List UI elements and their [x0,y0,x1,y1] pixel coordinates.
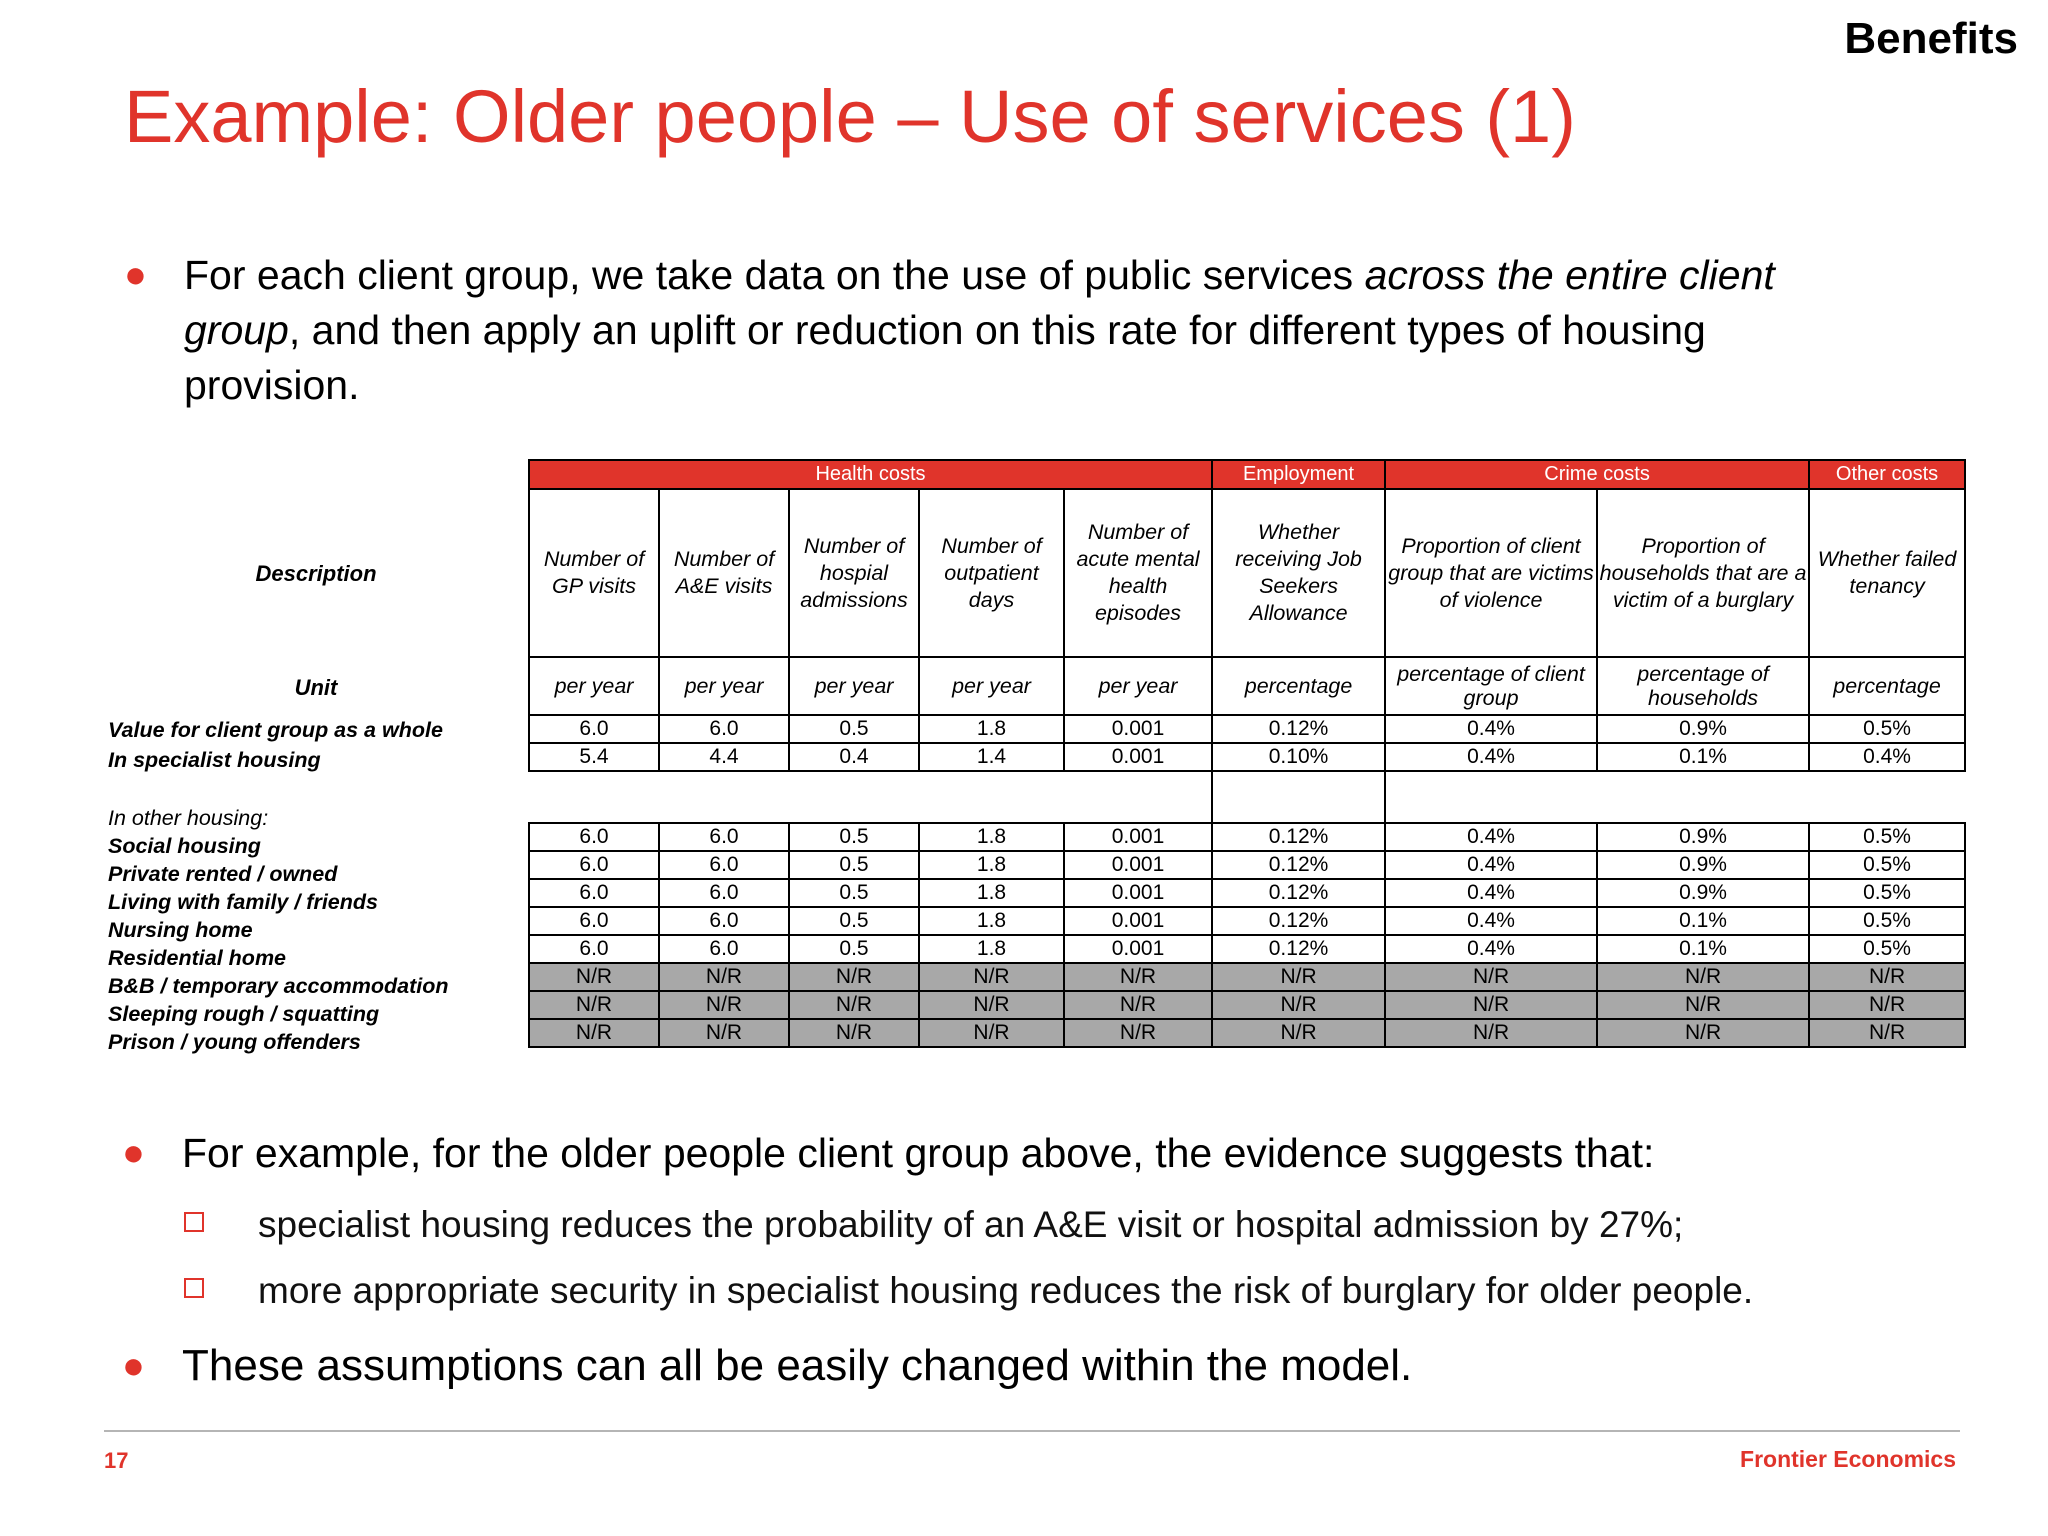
slide-title: Example: Older people – Use of services (1) [124,75,1576,158]
unit-cell: per year [659,657,789,715]
table-cell: 4.4 [659,743,789,771]
table-cell: 0.10% [1212,743,1385,771]
row-label: Sleeping rough / squatting [108,1002,380,1026]
table-cell: 0.4% [1385,851,1597,879]
gap-cell [1385,771,1965,823]
table-cell: 0.12% [1212,823,1385,851]
row-label: Value for client group as a whole [108,718,443,742]
table-cell: 6.0 [529,907,659,935]
table-cell: 0.4% [1809,743,1965,771]
unit-cell: per year [789,657,919,715]
table-cell: 6.0 [659,851,789,879]
table-cell: N/R [1064,1019,1212,1047]
unit-cell: per year [1064,657,1212,715]
column-header-row [529,489,1965,657]
table-row [529,907,1965,935]
table-cell: 0.5% [1809,879,1965,907]
intro-bullet [124,248,1844,413]
table-cell: 0.1% [1597,743,1809,771]
example-bullet [122,1126,1655,1181]
column-header: Number of outpatient days [919,489,1064,657]
page-number: 17 [104,1448,129,1473]
table-row [529,963,1965,991]
table-cell: N/R [659,963,789,991]
table-cell: 1.8 [919,907,1064,935]
unit-cell: percentage [1212,657,1385,715]
table-cell: 0.001 [1064,935,1212,963]
table-cell: 0.12% [1212,715,1385,743]
table-cell: 0.5 [789,823,919,851]
table-cell: 0.5% [1809,935,1965,963]
footer-brand: Frontier Economics [1740,1446,1956,1472]
table-cell: 0.12% [1212,851,1385,879]
gap-cell [529,771,1212,823]
column-header: Number of acute mental health episodes [1064,489,1212,657]
table-cell: 0.12% [1212,879,1385,907]
table-cell: N/R [789,1019,919,1047]
bullet-dot-icon: ● [124,254,147,296]
table-cell: 0.12% [1212,907,1385,935]
table-cell: 0.9% [1597,851,1809,879]
table-cell: 0.12% [1212,935,1385,963]
table-cell: 0.5 [789,907,919,935]
sub-bullet-text: specialist housing reduces the probability of an A&E visit or hospital admission by 27%; [258,1204,1684,1245]
table-cell: N/R [1064,963,1212,991]
group-header-employment: Employment [1212,460,1385,489]
table-cell: N/R [1212,963,1385,991]
table-cell: 1.8 [919,715,1064,743]
table-cell: 1.8 [919,823,1064,851]
table-cell: 6.0 [659,715,789,743]
table-cell: N/R [1212,1019,1385,1047]
intro-text-part1: For each client group, we take data on the use of public services [184,252,1365,298]
table-cell: N/R [529,991,659,1019]
table-cell: 0.9% [1597,879,1809,907]
table-cell: 1.8 [919,935,1064,963]
table-cell: 1.8 [919,879,1064,907]
table-cell: 0.1% [1597,935,1809,963]
table-cell: 6.0 [659,823,789,851]
table-cell: 6.0 [659,879,789,907]
description-label: Description [255,561,377,586]
row-label: B&B / temporary accommodation [108,974,449,998]
column-header: Number of GP visits [529,489,659,657]
table-cell: N/R [919,1019,1064,1047]
gap-row [529,771,1965,823]
table-cell: 0.4% [1385,879,1597,907]
row-label: Social housing [108,834,261,858]
table-cell: 0.001 [1064,715,1212,743]
column-header: Number of A&E visits [659,489,789,657]
table-cell: N/R [1385,991,1597,1019]
table-cell: 0.001 [1064,823,1212,851]
table-row [529,935,1965,963]
table-cell: N/R [1809,963,1965,991]
unit-cell: percentage of households [1597,657,1809,715]
table-row [529,743,1965,771]
table-cell: 0.1% [1597,907,1809,935]
table-cell: N/R [1385,1019,1597,1047]
table-cell: N/R [1809,1019,1965,1047]
table-row [529,715,1965,743]
table-cell: 0.5% [1809,851,1965,879]
table-row [529,1019,1965,1047]
gap-cell [1212,771,1385,823]
column-header: Whether failed tenancy [1809,489,1965,657]
group-header-other: Other costs [1809,460,1965,489]
unit-cell: percentage [1809,657,1965,715]
table-cell: 0.5% [1809,907,1965,935]
table-cell: 0.4% [1385,823,1597,851]
table-row [529,851,1965,879]
table-row [529,991,1965,1019]
group-header-crime: Crime costs [1385,460,1809,489]
table-cell: 0.9% [1597,715,1809,743]
closing-bullet [122,1338,1413,1394]
column-header: Proportion of client group that are victims of violence [1385,489,1597,657]
services-table [528,459,1966,1048]
column-header: Whether receiving Job Seekers Allowance [1212,489,1385,657]
closing-text: These assumptions can all be easily changed within the model. [182,1341,1413,1390]
intro-text-part2: , and then apply an uplift or reduction on this rate for different types of housing provision. [184,307,1706,408]
row-label: Prison / young offenders [108,1030,361,1054]
table-cell: N/R [659,1019,789,1047]
table-cell: 0.4% [1385,743,1597,771]
row-label: In specialist housing [108,748,321,772]
table-cell: 0.4% [1385,935,1597,963]
table-cell: N/R [1212,991,1385,1019]
table-cell: N/R [1597,963,1809,991]
table-cell: 0.001 [1064,879,1212,907]
column-header: Proportion of households that are a victim of a burglary [1597,489,1809,657]
table-cell: N/R [789,963,919,991]
table-cell: N/R [1809,991,1965,1019]
table-cell: 0.4% [1385,715,1597,743]
example-text: For example, for the older people client group above, the evidence suggests that: [182,1130,1655,1176]
column-header: Number of hospial admissions [789,489,919,657]
table-cell: 0.001 [1064,743,1212,771]
group-header-health: Health costs [529,460,1212,489]
table-cell: 6.0 [529,879,659,907]
table-cell: 0.5% [1809,715,1965,743]
row-label: Private rented / owned [108,862,338,886]
table-cell: 0.9% [1597,823,1809,851]
unit-row [529,657,1965,715]
table-cell: 6.0 [529,823,659,851]
sub-bullet-2 [258,1270,1753,1312]
table-cell: 1.4 [919,743,1064,771]
table-cell: N/R [529,963,659,991]
table-cell: 0.5 [789,851,919,879]
table-row [529,879,1965,907]
table-cell: N/R [529,1019,659,1047]
table-cell: N/R [1385,963,1597,991]
table-cell: 0.001 [1064,851,1212,879]
table-cell: 0.4% [1385,907,1597,935]
other-housing-label: In other housing: [108,806,269,830]
sub-bullet-1 [258,1204,1683,1246]
table-cell: 0.5% [1809,823,1965,851]
unit-label: Unit [294,675,338,700]
bullet-dot-icon: ● [122,1345,145,1387]
table-cell: 6.0 [529,715,659,743]
table-cell: N/R [1597,991,1809,1019]
table-cell: N/R [919,991,1064,1019]
table-cell: 6.0 [659,935,789,963]
table-cell: 1.8 [919,851,1064,879]
table-cell: N/R [919,963,1064,991]
footer-divider [104,1430,1960,1432]
table-row [529,823,1965,851]
table-cell: 5.4 [529,743,659,771]
section-label: Benefits [1844,14,2018,63]
bullet-dot-icon: ● [122,1132,145,1174]
table-cell: 0.4 [789,743,919,771]
square-bullet-icon [184,1212,204,1232]
row-label: Nursing home [108,918,253,942]
row-label: Living with family / friends [108,890,378,914]
table-cell: 0.5 [789,715,919,743]
unit-cell: per year [529,657,659,715]
unit-cell: percentage of client group [1385,657,1597,715]
unit-cell: per year [919,657,1064,715]
table-cell: N/R [1597,1019,1809,1047]
sub-bullet-text: more appropriate security in specialist housing reduces the risk of burglary for older people. [258,1270,1754,1311]
table-cell: 0.5 [789,935,919,963]
table-cell: N/R [659,991,789,1019]
square-bullet-icon [184,1278,204,1298]
table-cell: 6.0 [659,907,789,935]
table-cell: 6.0 [529,851,659,879]
table-cell: 0.001 [1064,907,1212,935]
table-cell: N/R [1064,991,1212,1019]
row-label: Residential home [108,946,287,970]
table-cell: 0.5 [789,879,919,907]
table-cell: 6.0 [529,935,659,963]
intro-text-italic: across the entire client group [184,252,1775,353]
table-cell: N/R [789,991,919,1019]
